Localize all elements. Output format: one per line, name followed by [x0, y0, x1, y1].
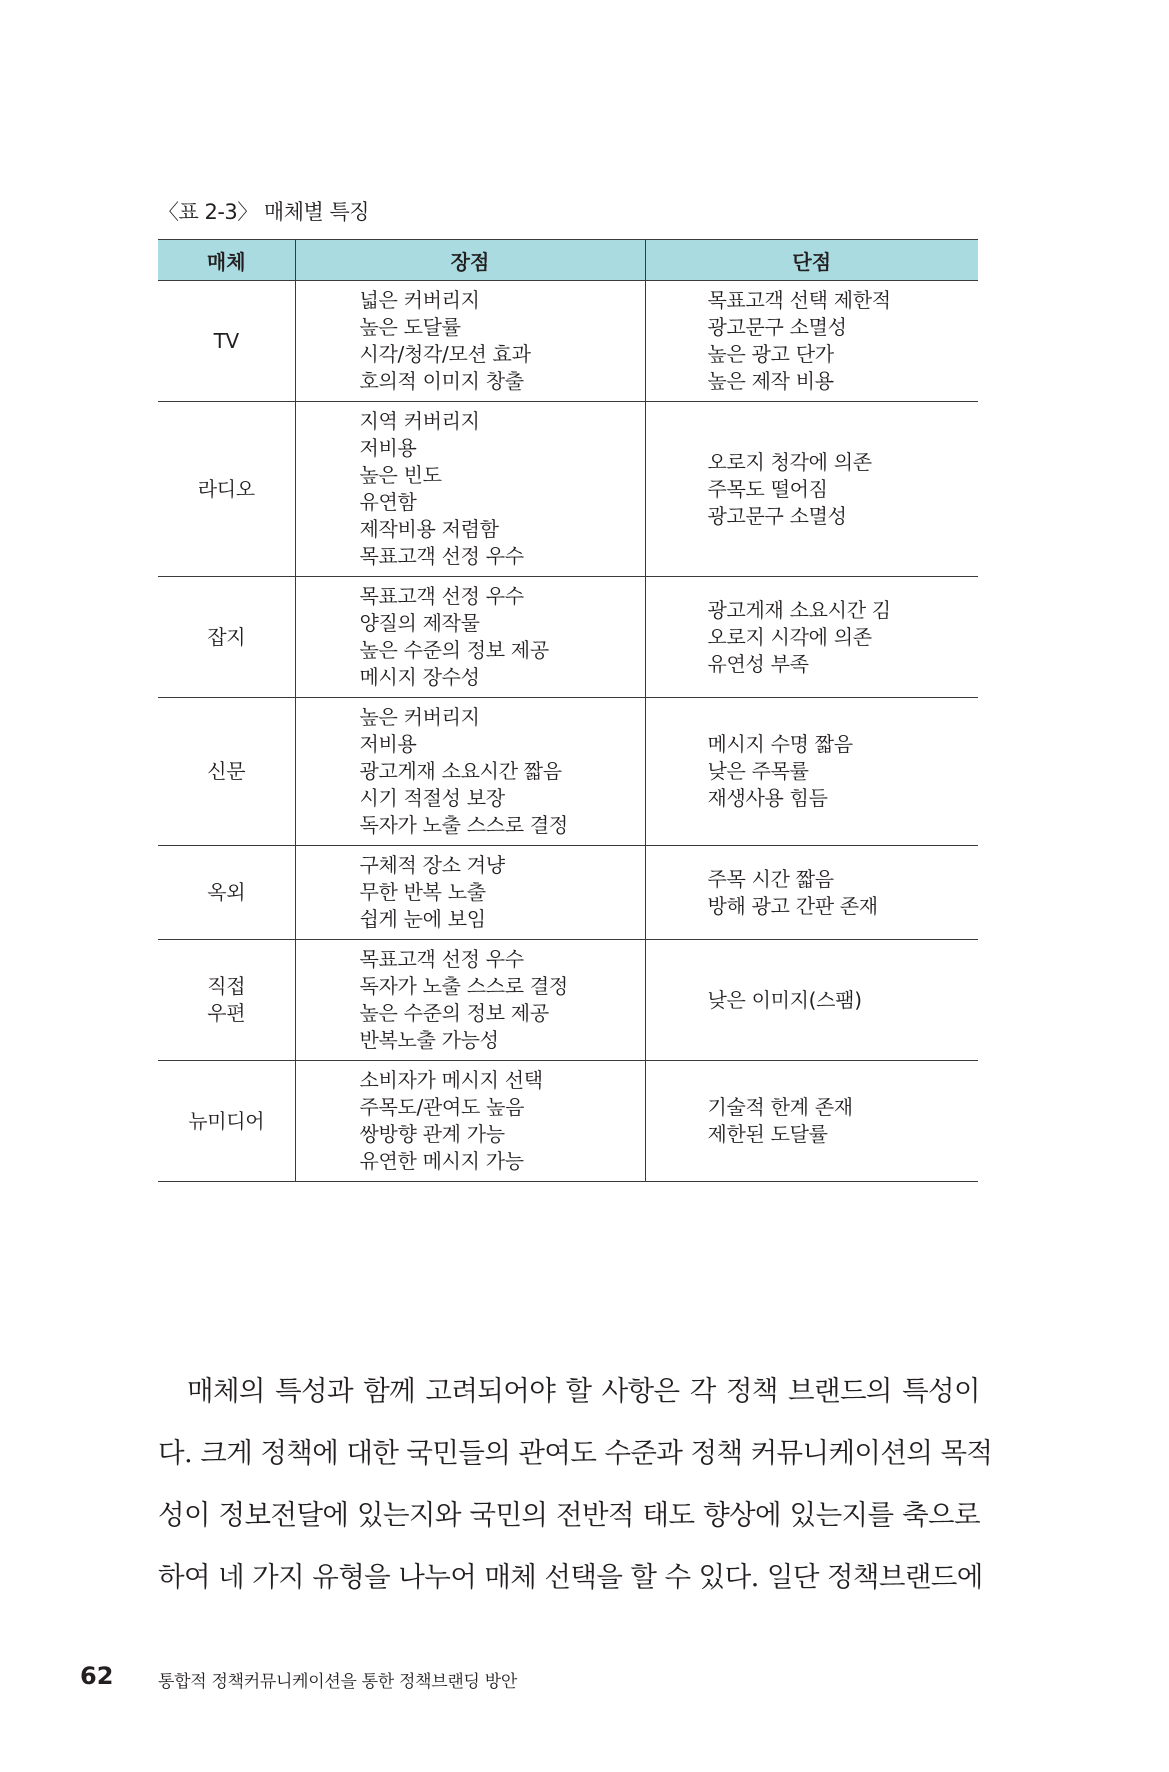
cons-cell-line: 목표고객 선택 제한적: [707, 288, 891, 312]
media-cell-line: 우편: [207, 1001, 246, 1025]
cons-cell: [645, 1061, 978, 1182]
pros-cell-line: 지역 커버리지: [359, 409, 480, 433]
table-caption: 〈표 2-3〉 매체별 특징: [158, 200, 370, 224]
cons-cell: [645, 281, 978, 402]
pros-cell-line: 무한 반복 노출: [359, 880, 486, 904]
cons-cell-line: 주목 시간 짧음: [707, 866, 834, 891]
pros-cell-line: 시각/청각/모션 효과: [359, 342, 531, 366]
pros-cell-line: 호의적 이미지 창출: [359, 369, 524, 393]
media-cell: [158, 940, 295, 1061]
cons-cell: [645, 698, 978, 846]
header-cons: 단점: [645, 240, 978, 281]
table-row: [158, 1061, 978, 1182]
cons-cell-line: 재생사용 힘듬: [707, 786, 828, 810]
pros-cell-line: 제작비용 저렴함: [359, 517, 499, 541]
media-cell-line: TV: [213, 328, 239, 353]
table-header-row: [158, 240, 978, 281]
pros-cell-line: 주목도/관여도 높음: [359, 1095, 525, 1119]
media-cell: [158, 846, 295, 940]
pros-cell-line: 쌍방향 관계 가능: [359, 1122, 505, 1146]
media-cell: [158, 577, 295, 698]
media-cell-line: 직접: [207, 974, 246, 998]
pros-cell-line: 목표고객 선정 우수: [359, 544, 524, 568]
body-paragraph: [158, 1360, 993, 1608]
cons-cell-line: 광고문구 소멸성: [707, 503, 847, 528]
media-cell: [158, 402, 295, 577]
cons-cell-line: 방해 광고 간판 존재: [707, 893, 878, 918]
table-row: [158, 846, 978, 940]
cons-cell-line: 낮은 이미지(스팸): [707, 987, 862, 1012]
media-characteristics-table: [158, 239, 978, 1182]
pros-cell-line: 반복노출 가능성: [359, 1028, 499, 1052]
pros-cell-line: 양질의 제작물: [359, 611, 480, 635]
cons-cell-line: 유연성 부족: [707, 651, 809, 676]
pros-cell-line: 높은 수준의 정보 제공: [359, 1001, 549, 1025]
media-cell-line: 잡지: [207, 624, 246, 649]
cons-cell-line: 기술적 한계 존재: [707, 1095, 853, 1119]
cons-cell: [645, 402, 978, 577]
cons-cell-line: 메시지 수명 짧음: [707, 732, 853, 756]
running-footer-title: 통합적 정책커뮤니케이션을 통한 정책브랜딩 방안: [158, 1672, 517, 1692]
media-cell: [158, 281, 295, 402]
media-cell-line: 신문: [207, 759, 246, 783]
pros-cell: [295, 1061, 645, 1182]
body-line: 다. 크게 정책에 대한 국민들의 관여도 수준과 정책 커뮤니케이션의 목적: [158, 1437, 993, 1469]
body-line: 성이 정보전달에 있는지와 국민의 전반적 태도 향상에 있는지를 축으로: [158, 1499, 980, 1531]
cons-cell: [645, 846, 978, 940]
page-number: 62: [80, 1662, 114, 1690]
table-row: [158, 402, 978, 577]
pros-cell-line: 메시지 장수성: [359, 665, 480, 689]
pros-cell-line: 유연함: [359, 490, 417, 514]
pros-cell-line: 저비용: [359, 732, 417, 756]
pros-cell-line: 쉽게 눈에 보임: [359, 907, 486, 931]
cons-cell-line: 주목도 떨어짐: [707, 476, 828, 501]
cons-cell-line: 오로지 시각에 의존: [707, 624, 872, 649]
pros-cell: [295, 281, 645, 402]
media-cell-line: 뉴미디어: [188, 1108, 265, 1133]
pros-cell: [295, 577, 645, 698]
cons-cell-line: 오로지 청각에 의존: [707, 449, 872, 474]
pros-cell: [295, 940, 645, 1061]
media-cell: [158, 698, 295, 846]
cons-cell-line: 높은 광고 단가: [707, 342, 834, 366]
header-media: 매체: [158, 240, 295, 281]
pros-cell: [295, 402, 645, 577]
table-body: [158, 281, 978, 1182]
cons-cell: [645, 940, 978, 1061]
pros-cell-line: 시기 적절성 보장: [359, 786, 505, 810]
pros-cell-line: 높은 빈도: [359, 463, 442, 487]
pros-cell: [295, 698, 645, 846]
pros-cell-line: 저비용: [359, 436, 417, 460]
pros-cell-line: 유연한 메시지 가능: [359, 1149, 524, 1173]
body-line: 하여 네 가지 유형을 나누어 매체 선택을 할 수 있다. 일단 정책브랜드에: [158, 1561, 983, 1593]
table-row: [158, 281, 978, 402]
header-pros: 장점: [295, 240, 645, 281]
cons-cell-line: 광고게재 소요시간 김: [707, 597, 891, 622]
cons-cell-line: 높은 제작 비용: [707, 369, 834, 393]
pros-cell-line: 광고게재 소요시간 짧음: [359, 759, 562, 783]
pros-cell-line: 독자가 노출 스스로 결정: [359, 974, 568, 998]
pros-cell-line: 높은 도달률: [359, 315, 461, 339]
pros-cell-line: 구체적 장소 겨냥: [359, 853, 505, 877]
pros-cell-line: 소비자가 메시지 선택: [359, 1068, 543, 1092]
body-line: 매체의 특성과 함께 고려되어야 할 사항은 각 정책 브랜드의 특성이: [158, 1375, 980, 1407]
pros-cell-line: 높은 수준의 정보 제공: [359, 638, 549, 662]
media-cell: [158, 1061, 295, 1182]
cons-cell-line: 낮은 주목률: [707, 759, 809, 783]
media-cell-line: 옥외: [207, 880, 246, 904]
table-row: [158, 698, 978, 846]
cons-cell: [645, 577, 978, 698]
media-cell-line: 라디오: [197, 476, 255, 501]
pros-cell: [295, 846, 645, 940]
pros-cell-line: 목표고객 선정 우수: [359, 947, 524, 971]
pros-cell-line: 독자가 노출 스스로 결정: [359, 813, 568, 837]
cons-cell-line: 제한된 도달률: [707, 1122, 828, 1146]
pros-cell-line: 목표고객 선정 우수: [359, 584, 524, 608]
pros-cell-line: 높은 커버리지: [359, 705, 480, 729]
table-row: [158, 940, 978, 1061]
pros-cell-line: 넓은 커버리지: [359, 288, 480, 312]
cons-cell-line: 광고문구 소멸성: [707, 315, 847, 339]
table-row: [158, 577, 978, 698]
